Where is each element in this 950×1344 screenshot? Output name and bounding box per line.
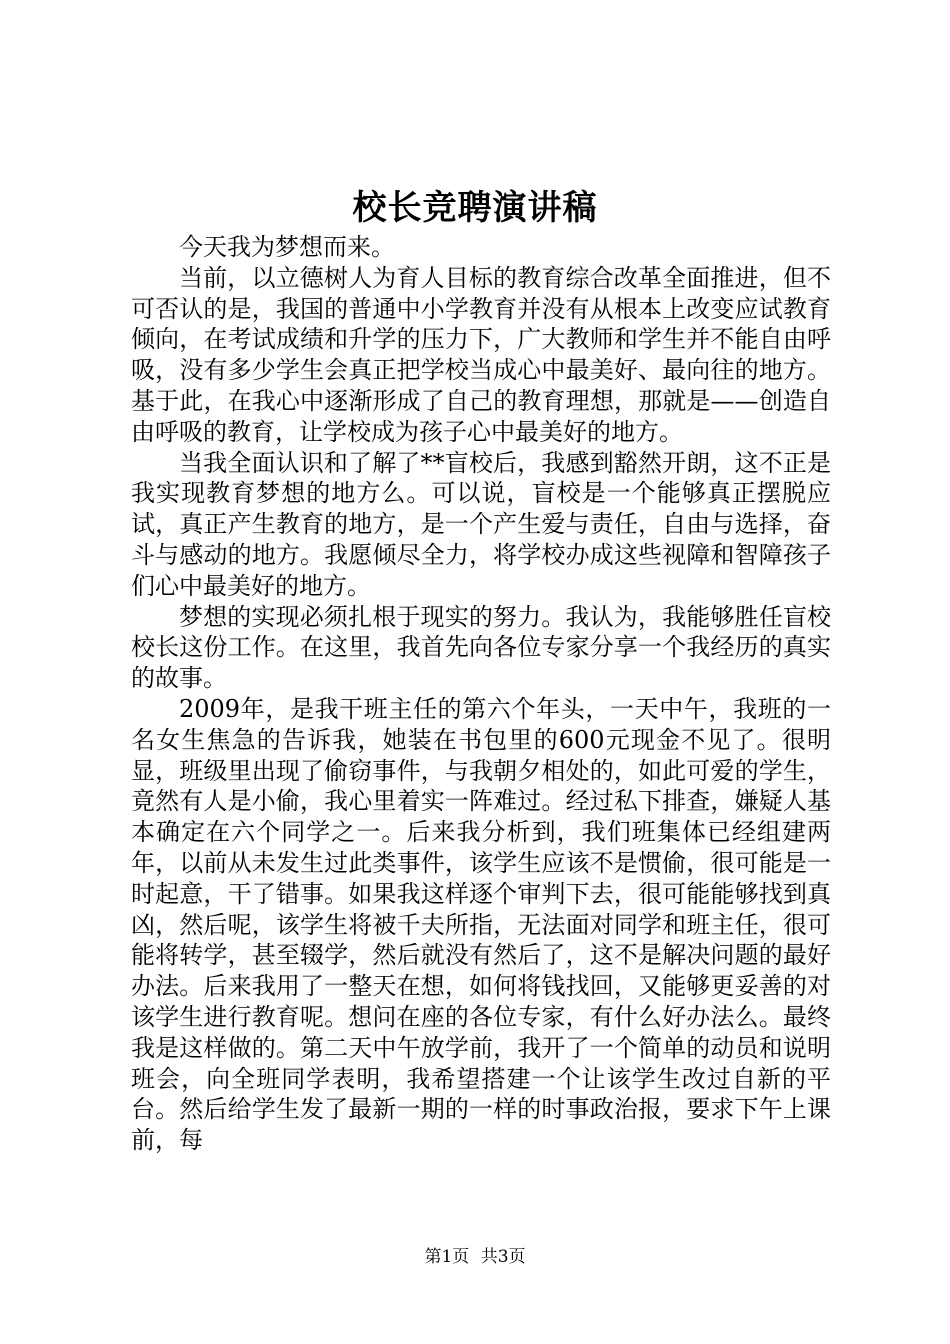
page-number-total: 共3页 xyxy=(480,1247,526,1267)
paragraph-5: 2009年，是我干班主任的第六个年头，一天中午，我班的一名女生焦急的告诉我，她装在书包里的600元现金不见了。很明显，班级里出现了偷窃事件，与我朝夕相处的，如此可爱的学生，竟然有人是小偷，我心里着实一阵难过。经过私下排查，嫌疑人基本确定在六个同学之一。后来我分析到，我们班集体已经组建两年，以前从未发生过此类事件，该学生应该不是惯偷，很可能是一时起意，干了错事。如果我这样逐个审判下去，很可能能够找到真凶，然后呢，该学生将被千夫所指，无法面对同学和班主任，很可能将转学，甚至辍学，然后就没有然后了，这不是解决问题的最好办法。后来我用了一整天在想，如何将钱找回，又能够更妥善的对该学生进行教育呢。想问在座的各位专家，有什么好办法么。最终我是这样做的。第二天中午放学前，我开了一个简单的动员和说明班会，向全班同学表明，我希望搭建一个让该学生改过自新的平台。然后给学生发了最新一期的一样的时事政治报，要求下午上课前，每 xyxy=(131,694,831,1155)
page-number-current: 第1页 xyxy=(424,1247,470,1267)
page-footer xyxy=(0,1245,950,1269)
paragraph-4: 梦想的实现必须扎根于现实的努力。我认为，我能够胜任盲校校长这份工作。在这里，我首先向各位专家分享一个我经历的真实的故事。 xyxy=(131,602,831,693)
paragraph-2: 当前，以立德树人为育人目标的教育综合改革全面推进，但不可否认的是，我国的普通中小学教育并没有从根本上改变应试教育倾向，在考试成绩和升学的压力下，广大教师和学生并不能自由呼吸，没有多少学生会真正把学校当成心中最美好、最向往的地方。基于此，在我心中逐渐形成了自己的教育理想，那就是——创造自由呼吸的教育，让学校成为孩子心中最美好的地方。 xyxy=(131,263,831,446)
document-title: 校长竞聘演讲稿 xyxy=(352,188,598,228)
document-body xyxy=(131,232,831,1156)
paragraph-1: 今天我为梦想而来。 xyxy=(179,233,395,261)
paragraph-3: 当我全面认识和了解了**盲校后，我感到豁然开朗，这不正是我实现教育梦想的地方么。可以说，盲校是一个能够真正摆脱应试，真正产生教育的地方，是一个产生爱与责任，自由与选择，奋斗与感动的地方。我愿倾尽全力，将学校办成这些视障和智障孩子们心中最美好的地方。 xyxy=(131,448,831,600)
